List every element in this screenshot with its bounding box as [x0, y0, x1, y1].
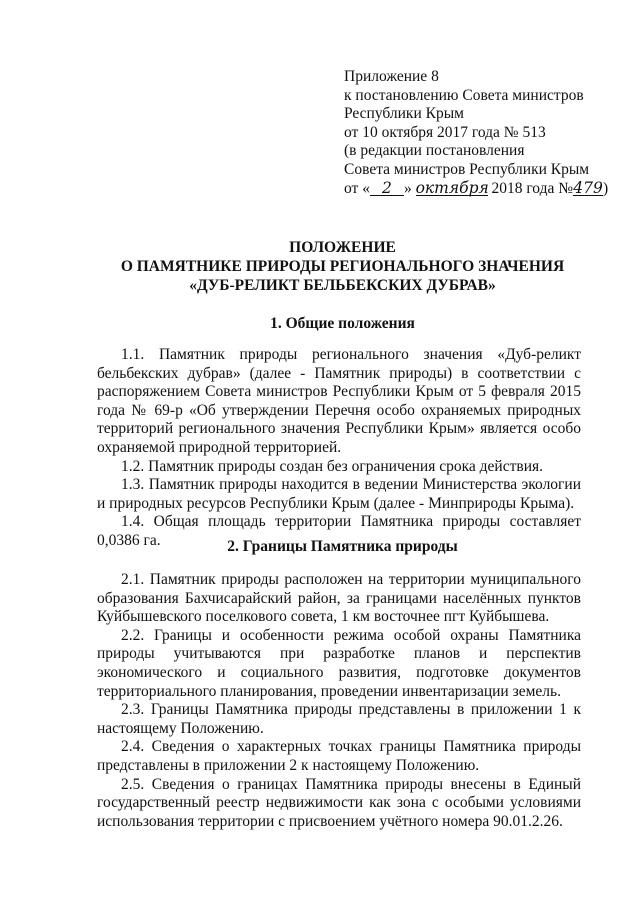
paragraph: 2.1. Памятник природы расположен на территории муниципального образования Бахчисарайский район, за границами населённых пунктов Куйбышевского поселкового совета, 1 км восточнее пгт Куйбышева. — [97, 571, 581, 626]
annex-line: от 10 октября 2017 года № 513 — [344, 123, 546, 141]
annex-line: к постановлению Совета министров — [344, 86, 584, 104]
handwritten-day: 2 — [370, 181, 404, 196]
title-line-2: О ПАМЯТНИКЕ ПРИРОДЫ РЕГИОНАЛЬНОГО ЗНАЧЕНИЯ — [120, 258, 565, 275]
date-mid1: » — [403, 179, 412, 197]
paragraph: 1.4. Общая площадь территории Памятника природы составляет 0,0386 га. — [97, 513, 581, 549]
paragraph: 2.2. Границы и особенности режима особой охраны Памятника природы учитываются при разработке планов и перспектив экономического и социального развития, подготовке документов территориального планирования, проведении инвентаризации земель. — [97, 626, 581, 700]
annex-line: Республики Крым — [344, 105, 464, 123]
title-line-1: ПОЛОЖЕНИЕ — [289, 239, 396, 256]
handwritten-number: 479 — [573, 178, 603, 197]
paragraph: 1.3. Памятник природы находится в ведении Министерства экологии и природных ресурсов Республики Крым (далее - Минприроды Крыма). — [97, 476, 581, 512]
section-2-heading: 2. Границы Памятника природы — [227, 538, 458, 555]
handwritten-month: октября — [415, 178, 489, 197]
date-prefix: от « — [344, 179, 370, 197]
paragraph: 2.3. Границы Памятника природы представлены в приложении 1 к настоящему Положению. — [97, 701, 581, 737]
annex-date-line — [344, 180, 624, 199]
date-mid2: 2018 года № — [491, 179, 574, 197]
paragraph: 2.5. Сведения о границах Памятника природы внесены в Единый государственный реестр недвижимости как зона с особыми условиями использования территории с присвоением учётного номера 90.01.2.26. — [97, 775, 581, 830]
paragraph: 1.1. Памятник природы регионального значения «Дуб-реликт бельбекских дубрав» (далее - Памятник природы) в соответствии с распоряжением Совета министров Республики Крым от 5 февраля 2015 года № 69-р «Об утверждении Перечня особо охраняемых природных территорий регионального значения Республики Крым» является особо охраняемой природной территорией. — [97, 346, 581, 456]
title-line-3: «ДУБ-РЕЛИКТ БЕЛЬБЕКСКИХ ДУБРАВ» — [189, 277, 496, 294]
annex-line: Приложение 8 — [344, 68, 439, 85]
annex-header — [344, 68, 624, 198]
paragraph: 1.2. Памятник природы создан без ограничения срока действия. — [121, 457, 543, 475]
section-1-heading: 1. Общие положения — [270, 315, 415, 332]
annex-line: (в редакции постановления — [344, 142, 525, 160]
section-2-body — [97, 571, 581, 831]
annex-line: Совета министров Республики Крым — [344, 160, 590, 178]
date-suffix: ) — [603, 179, 609, 197]
paragraph: 2.4. Сведения о характерных точках границы Памятника природы представлены в приложении 2 к настоящему Положению. — [97, 738, 581, 774]
document-title — [60, 238, 625, 295]
section-1-body — [97, 346, 581, 551]
